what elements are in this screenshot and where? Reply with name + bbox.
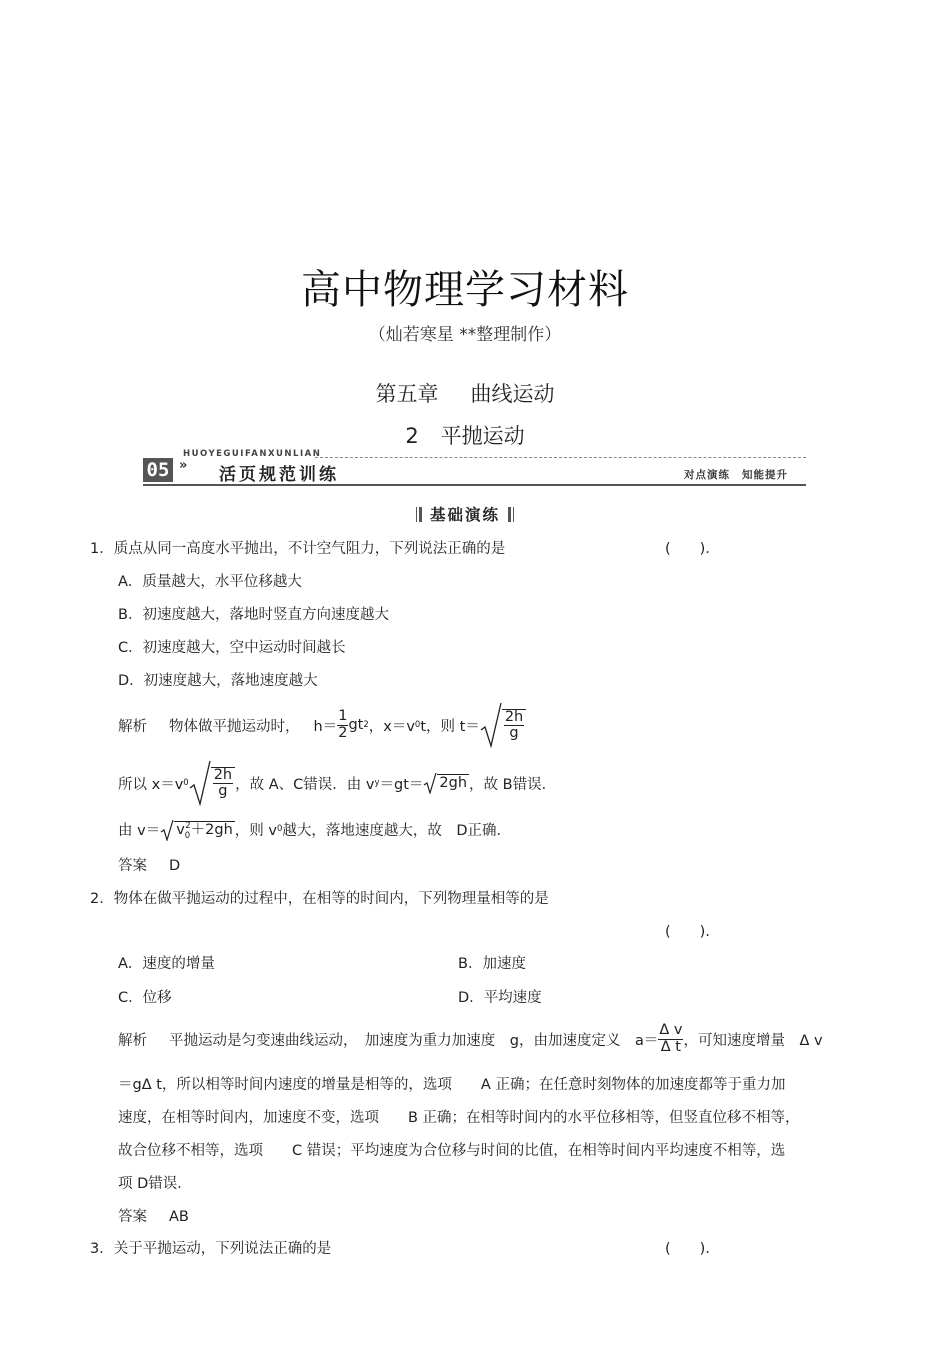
analysis-label: 解析 — [118, 718, 147, 735]
question-2-option-b: B．加速度 — [458, 956, 526, 972]
answer-value: D — [169, 858, 181, 874]
question-2-analysis-line-5: 项 D错误． — [118, 1176, 192, 1192]
section-number: 2 — [405, 424, 419, 448]
question-2-option-c: C．位移 — [118, 990, 172, 1006]
question-1-answer — [118, 854, 180, 875]
banner-title: 活页规范训练 — [219, 465, 339, 485]
question-3-stem: 3．关于平抛运动，下列说法正确的是 — [90, 1241, 332, 1257]
question-2-answer — [118, 1205, 189, 1226]
subsection-heading — [0, 503, 930, 525]
section-name: 平抛运动 — [440, 424, 525, 448]
fraction-dv-dt: $\frac{\text{Δ v}}{\text{Δ t}}$ — [659, 1022, 683, 1055]
question-1-stem: 1．质点从同一高度水平抛出，不计空气阻力，下列说法正确的是 — [90, 541, 506, 557]
subsection-title: 基础演练 — [429, 506, 500, 524]
question-1-answer-blank: ( )． — [665, 541, 720, 557]
banner-tags — [684, 467, 788, 482]
banner-pinyin: HUOYEGUIFANXUNLIAN — [183, 449, 322, 459]
question-2-analysis-line-4: 故合位移不相等，选项 C 错误；平均速度为合位移与时间的比值，在相等时间内平均速度不相等，选 — [118, 1143, 786, 1159]
chapter-number: 第五章 — [375, 382, 439, 406]
question-2-option-d: D．平均速度 — [458, 990, 542, 1006]
question-1-option-a: A．质量越大，水平位移越大 — [118, 574, 302, 590]
question-1-option-b: B．初速度越大，落地时竖直方向速度越大 — [118, 607, 389, 623]
section-heading — [0, 420, 930, 450]
question-2-stem: 2．物体在做平抛运动的过程中，在相等的时间内，下列物理量相等的是 — [90, 891, 549, 907]
question-1-analysis-line-2: 所以 x＝v 0 $\frac{2h}{g}$ ，故 A、C错误．由 v y ＝gt＝ 2gh ，故 B错误． — [118, 758, 556, 808]
answer-label: 答案 — [118, 858, 147, 874]
question-1-analysis-line-3: 由 v＝ $v_0^2+2gh$ ，则 v 0 越大，落地速度越大，故 D正确． — [118, 816, 511, 842]
sqrt-v0sq-plus-2gh: $v_0^2+2gh$ — [160, 818, 235, 841]
banner-number: 05 — [143, 458, 173, 482]
sqrt-2h-over-g: $\frac{2h}{g}$ — [480, 702, 526, 748]
question-2-analysis-line-2: ＝gΔ t，所以相等时间内速度的增量是相等的，选项 A 正确；在任意时刻物体的加速度都等于重力加 — [118, 1077, 786, 1093]
exercise-banner — [143, 448, 806, 488]
answer-value: AB — [169, 1209, 189, 1225]
chapter-name: 曲线运动 — [470, 382, 555, 406]
double-chevron-icon: » — [179, 458, 188, 473]
question-2-analysis-line-1: 解析 平抛运动是匀变速曲线运动， 加速度为重力加速度 g，由加速度定义 a＝ $\frac{\text{Δ v}}{\text{Δ t}}$ ，可知速度增量 Δ v — [118, 1022, 823, 1055]
sqrt-2h-over-g-2: $\frac{2h}{g}$ — [189, 760, 235, 806]
document-title: 高中物理学习材料 — [301, 267, 629, 313]
question-2-analysis-line-3: 速度，在相等时间内，加速度不变，选项 B 正确；在相等时间内的水平位移相等，但竖直位移不相等， — [118, 1110, 800, 1126]
answer-label: 答案 — [118, 1209, 147, 1225]
chapter-heading — [0, 378, 930, 408]
banner-dashed-line — [315, 457, 806, 458]
question-1-option-c: C．初速度越大，空中运动时间越长 — [118, 640, 346, 656]
analysis-label: 解析 — [118, 1032, 147, 1049]
question-1-option-d: D．初速度越大，落地速度越大 — [118, 673, 318, 689]
document-subtitle: （灿若寒星 **整理制作） — [368, 325, 562, 345]
question-2-answer-blank: ( )． — [665, 924, 720, 940]
fraction-one-half: $\frac{1}{2}$ — [338, 708, 348, 741]
banner-tag-1: 对点演练 — [684, 469, 730, 481]
question-1-analysis-line-1: 解析 物体做平抛运动时， h＝ $\frac{1}{2}$ gt 2 ，x＝v 0 t，则 t＝ $\frac{2h}{g}$ — [118, 700, 526, 750]
question-2-option-a: A．速度的增量 — [118, 956, 215, 972]
banner-rule — [143, 484, 806, 486]
banner-tag-2: 知能提升 — [742, 469, 788, 481]
question-3-answer-blank: ( )． — [665, 1241, 720, 1257]
sqrt-2gh: 2gh — [423, 772, 469, 794]
